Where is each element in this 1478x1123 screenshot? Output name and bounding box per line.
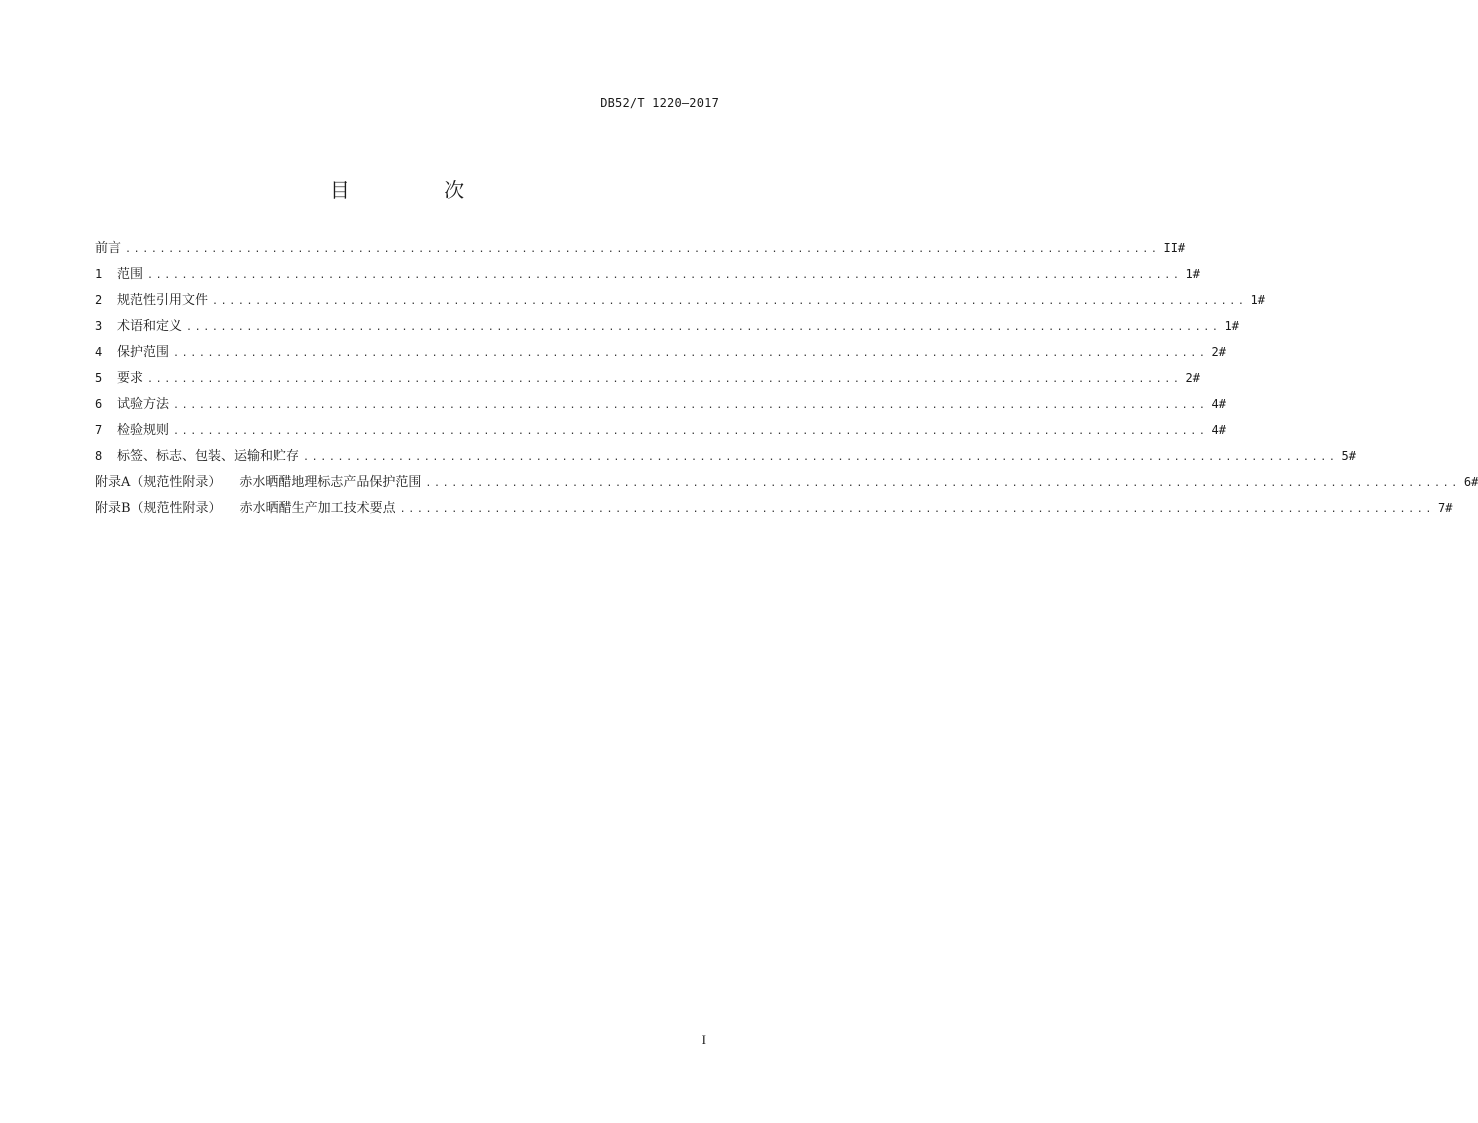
toc-entry-page: 5#	[1341, 449, 1356, 463]
toc-entry-label: 试验方法	[117, 397, 170, 412]
toc-entry-label: 前言	[95, 241, 122, 256]
table-of-contents	[95, 238, 1478, 524]
toc-entry-number: 4	[95, 345, 103, 359]
toc-leader-dots: ........................................................................................................................	[173, 400, 1208, 411]
toc-entry-foreword[interactable]	[95, 238, 1186, 264]
toc-entry-page: 4#	[1211, 423, 1226, 437]
toc-entry-number: 5	[95, 371, 103, 385]
toc-entry-page: 2#	[1211, 345, 1226, 359]
toc-leader-dots: ........................................................................................................................	[303, 452, 1338, 463]
toc-entry-label: 术语和定义	[117, 319, 183, 334]
toc-entry-terms[interactable]	[95, 316, 1239, 342]
toc-entry-label: 要求	[117, 371, 144, 386]
toc-leader-dots: ........................................................................................................................	[212, 296, 1247, 307]
toc-entry-requirements[interactable]	[95, 368, 1200, 394]
page-number: I	[701, 1032, 706, 1047]
toc-leader-dots: ........................................................................................................................	[173, 426, 1208, 437]
toc-entry-page: 1#	[1185, 267, 1200, 281]
toc-entry-annex-a[interactable]	[95, 472, 1478, 498]
toc-entry-label: 附录B（规范性附录）	[95, 501, 222, 516]
toc-entry-label: 附录A（规范性附录）	[95, 475, 222, 490]
toc-leader-dots: ........................................................................................................................	[147, 374, 1182, 385]
toc-entry-page: 1#	[1224, 319, 1239, 333]
toc-entry-number: 3	[95, 319, 103, 333]
toc-entry-page: 6#	[1463, 475, 1478, 489]
toc-entry-page: 1#	[1250, 293, 1265, 307]
toc-entry-number: 2	[95, 293, 103, 307]
toc-leader-dots: ........................................................................................................................	[425, 478, 1460, 489]
toc-entry-number: 6	[95, 397, 103, 411]
toc-entry-page: 2#	[1185, 371, 1200, 385]
toc-entry-label: 检验规则	[117, 423, 170, 438]
toc-entry-label: 规范性引用文件	[117, 293, 209, 308]
standard-code: DB52/T 1220—2017	[600, 96, 719, 110]
toc-entry-label: 范围	[117, 267, 144, 282]
toc-entry-number: 7	[95, 423, 103, 437]
toc-title: 目 次	[329, 178, 509, 202]
toc-entry-number: 1	[95, 267, 103, 281]
toc-entry-number: 8	[95, 449, 103, 463]
toc-entry-test-methods[interactable]	[95, 394, 1226, 420]
toc-entry-label: 保护范围	[117, 345, 170, 360]
toc-leader-dots: ........................................................................................................................	[399, 504, 1435, 515]
toc-entry-labeling[interactable]	[95, 446, 1356, 472]
toc-entry-protection-area[interactable]	[95, 342, 1226, 368]
toc-leader-dots: ........................................................................................................................	[173, 348, 1208, 359]
toc-entry-page: II#	[1163, 241, 1186, 255]
toc-entry-label: 标签、标志、包装、运输和贮存	[117, 449, 300, 464]
toc-entry-inspection-rules[interactable]	[95, 420, 1226, 446]
toc-entry-annex-b[interactable]	[95, 498, 1453, 524]
toc-entry-scope[interactable]	[95, 264, 1200, 290]
toc-leader-dots: ........................................................................................................................	[125, 244, 1160, 255]
toc-entry-page: 4#	[1211, 397, 1226, 411]
toc-leader-dots: ........................................................................................................................	[186, 322, 1221, 333]
toc-leader-dots: ........................................................................................................................	[147, 270, 1182, 281]
toc-entry-page: 7#	[1438, 501, 1453, 515]
toc-entry-normative-references[interactable]	[95, 290, 1265, 316]
toc-entry-subtitle: 赤水晒醋生产加工技术要点	[239, 501, 396, 516]
toc-entry-subtitle: 赤水晒醋地理标志产品保护范围	[239, 475, 422, 490]
